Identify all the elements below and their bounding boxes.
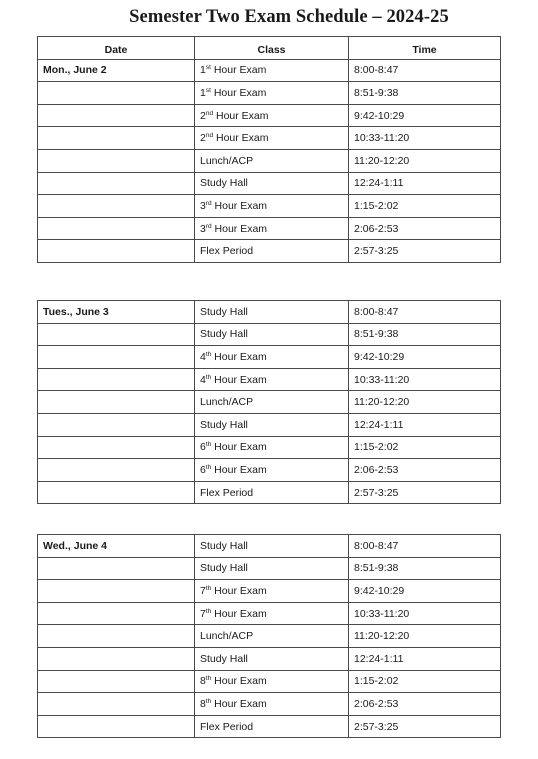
date-cell: [38, 602, 195, 625]
class-label: Study Hall: [200, 562, 248, 575]
ordinal-suffix: th: [205, 584, 212, 592]
date-cell: [38, 693, 195, 716]
class-cell: [195, 149, 349, 172]
hour-number: 7: [200, 584, 206, 597]
class-cell: [195, 436, 349, 459]
ordinal-suffix: th: [205, 675, 212, 683]
schedule-table-day-1: [37, 36, 501, 263]
hour-number: 6: [200, 463, 206, 476]
date-cell: [38, 323, 195, 346]
hour-number: 6: [200, 441, 206, 454]
class-cell: [195, 82, 349, 105]
time-column-header: Time: [349, 37, 501, 60]
class-cell: [195, 368, 349, 391]
class-label: Hour Exam: [211, 697, 267, 710]
schedule-row: [38, 625, 501, 648]
class-cell: [195, 59, 349, 82]
date-cell: [38, 240, 195, 263]
time-cell: 8:51-9:38: [349, 82, 501, 105]
date-cell: [38, 346, 195, 369]
schedule-row: [38, 647, 501, 670]
class-label: Hour Exam: [210, 64, 267, 77]
class-label: Hour Exam: [211, 222, 268, 235]
class-label: Study Hall: [200, 177, 248, 190]
class-cell: [195, 602, 349, 625]
class-cell: [195, 625, 349, 648]
time-cell: 8:51-9:38: [349, 557, 501, 580]
time-cell: 8:00-8:47: [349, 301, 501, 324]
hour-number: 4: [200, 350, 206, 363]
page-title: Semester Two Exam Schedule – 2024-25: [129, 7, 449, 27]
schedule-row: [38, 323, 501, 346]
class-column-header: Class: [195, 37, 349, 60]
time-cell: 9:42-10:29: [349, 580, 501, 603]
date-cell: [38, 481, 195, 504]
schedule-row: [38, 481, 501, 504]
time-cell: 11:20-12:20: [349, 625, 501, 648]
header-row: [38, 37, 501, 60]
time-cell: 2:06-2:53: [349, 693, 501, 716]
hour-number: 2: [200, 132, 206, 145]
date-cell: [38, 580, 195, 603]
schedule-row: [38, 535, 501, 558]
class-label: Hour Exam: [211, 584, 267, 597]
schedule-row: [38, 82, 501, 105]
date-cell: [38, 436, 195, 459]
class-cell: [195, 104, 349, 127]
ordinal-suffix: nd: [205, 109, 214, 117]
hour-number: 3: [200, 199, 206, 212]
class-label: Hour Exam: [211, 441, 267, 454]
time-cell: 10:33-11:20: [349, 127, 501, 150]
time-cell: 11:20-12:20: [349, 149, 501, 172]
hour-number: 4: [200, 373, 206, 386]
ordinal-suffix: th: [205, 607, 212, 615]
class-label: Study Hall: [200, 539, 248, 552]
ordinal-suffix: rd: [205, 222, 212, 230]
schedule-row: [38, 391, 501, 414]
time-cell: 12:24-1:11: [349, 647, 501, 670]
time-cell: 12:24-1:11: [349, 172, 501, 195]
date-cell: [38, 459, 195, 482]
time-cell: 8:00-8:47: [349, 59, 501, 82]
class-label: Hour Exam: [211, 463, 267, 476]
ordinal-suffix: th: [205, 350, 212, 358]
class-label: Hour Exam: [213, 132, 269, 145]
time-cell: 2:06-2:53: [349, 459, 501, 482]
class-cell: [195, 217, 349, 240]
time-cell: 9:42-10:29: [349, 346, 501, 369]
time-cell: 9:42-10:29: [349, 104, 501, 127]
class-label: Hour Exam: [211, 373, 267, 386]
class-label: Study Hall: [200, 652, 248, 665]
schedule-row: [38, 580, 501, 603]
time-cell: 10:33-11:20: [349, 602, 501, 625]
date-cell: [38, 172, 195, 195]
ordinal-suffix: rd: [205, 199, 212, 207]
class-label: Hour Exam: [210, 86, 267, 99]
class-cell: [195, 693, 349, 716]
class-cell: [195, 580, 349, 603]
class-label: Hour Exam: [211, 607, 267, 620]
class-cell: [195, 647, 349, 670]
date-cell: [38, 670, 195, 693]
date-cell: [38, 413, 195, 436]
schedule-row: [38, 59, 501, 82]
date-cell: [38, 195, 195, 218]
class-label: Study Hall: [200, 305, 248, 318]
time-cell: 8:51-9:38: [349, 323, 501, 346]
class-label: Hour Exam: [211, 350, 267, 363]
date-cell: [38, 82, 195, 105]
date-cell: [38, 625, 195, 648]
class-label: Lunch/ACP: [200, 630, 254, 643]
class-label: Lunch/ACP: [200, 154, 254, 167]
schedule-row: [38, 459, 501, 482]
class-label: Study Hall: [200, 418, 248, 431]
schedule-row: [38, 127, 501, 150]
hour-number: 2: [200, 109, 206, 122]
ordinal-suffix: th: [205, 463, 212, 471]
time-cell: 12:24-1:11: [349, 413, 501, 436]
time-cell: 1:15-2:02: [349, 436, 501, 459]
schedule-table-day-2: [37, 300, 501, 504]
schedule-table-day-3: [37, 534, 501, 738]
class-cell: [195, 391, 349, 414]
ordinal-suffix: th: [205, 697, 212, 705]
schedule-row: [38, 172, 501, 195]
date-cell: [38, 127, 195, 150]
schedule-row: [38, 149, 501, 172]
ordinal-suffix: st: [205, 64, 211, 72]
class-cell: [195, 301, 349, 324]
class-cell: [195, 195, 349, 218]
class-cell: [195, 346, 349, 369]
time-cell: 1:15-2:02: [349, 670, 501, 693]
class-cell: [195, 535, 349, 558]
schedule-row: [38, 104, 501, 127]
class-label: Flex Period: [200, 720, 254, 733]
class-cell: [195, 413, 349, 436]
class-cell: [195, 172, 349, 195]
date-cell: [38, 104, 195, 127]
time-cell: 1:15-2:02: [349, 195, 501, 218]
date-cell: [38, 368, 195, 391]
class-label: Hour Exam: [213, 109, 269, 122]
hour-number: 3: [200, 222, 206, 235]
class-label: Flex Period: [200, 486, 254, 499]
time-cell: 2:57-3:25: [349, 715, 501, 738]
schedule-row: [38, 240, 501, 263]
day-date: Tues., June 3: [38, 301, 195, 324]
schedule-row: [38, 346, 501, 369]
class-label: Flex Period: [200, 245, 254, 258]
ordinal-suffix: th: [205, 441, 212, 449]
class-cell: [195, 323, 349, 346]
time-cell: 2:06-2:53: [349, 217, 501, 240]
date-cell: [38, 217, 195, 240]
hour-number: 8: [200, 697, 206, 710]
time-cell: 2:57-3:25: [349, 240, 501, 263]
day-date: Mon., June 2: [38, 59, 195, 82]
schedule-row: [38, 557, 501, 580]
ordinal-suffix: nd: [205, 132, 214, 140]
date-cell: [38, 715, 195, 738]
schedule-row: [38, 670, 501, 693]
time-cell: 8:00-8:47: [349, 535, 501, 558]
ordinal-suffix: st: [205, 86, 211, 94]
time-cell: 2:57-3:25: [349, 481, 501, 504]
schedule-row: [38, 436, 501, 459]
date-column-header: Date: [38, 37, 195, 60]
date-cell: [38, 149, 195, 172]
hour-number: 1: [200, 86, 206, 99]
class-label: Study Hall: [200, 328, 248, 341]
class-cell: [195, 481, 349, 504]
schedule-row: [38, 715, 501, 738]
date-cell: [38, 557, 195, 580]
ordinal-suffix: th: [205, 373, 212, 381]
schedule-row: [38, 602, 501, 625]
schedule-row: [38, 195, 501, 218]
time-cell: 10:33-11:20: [349, 368, 501, 391]
class-cell: [195, 557, 349, 580]
day-date: Wed., June 4: [38, 535, 195, 558]
schedule-row: [38, 217, 501, 240]
schedule-row: [38, 413, 501, 436]
hour-number: 8: [200, 675, 206, 688]
class-label: Hour Exam: [211, 199, 268, 212]
schedule-row: [38, 301, 501, 324]
class-cell: [195, 127, 349, 150]
schedule-row: [38, 368, 501, 391]
date-cell: [38, 391, 195, 414]
hour-number: 1: [200, 64, 206, 77]
class-label: Lunch/ACP: [200, 396, 254, 409]
class-cell: [195, 240, 349, 263]
class-cell: [195, 715, 349, 738]
time-cell: 11:20-12:20: [349, 391, 501, 414]
class-cell: [195, 459, 349, 482]
date-cell: [38, 647, 195, 670]
schedule-row: [38, 693, 501, 716]
class-label: Hour Exam: [211, 675, 267, 688]
hour-number: 7: [200, 607, 206, 620]
class-cell: [195, 670, 349, 693]
